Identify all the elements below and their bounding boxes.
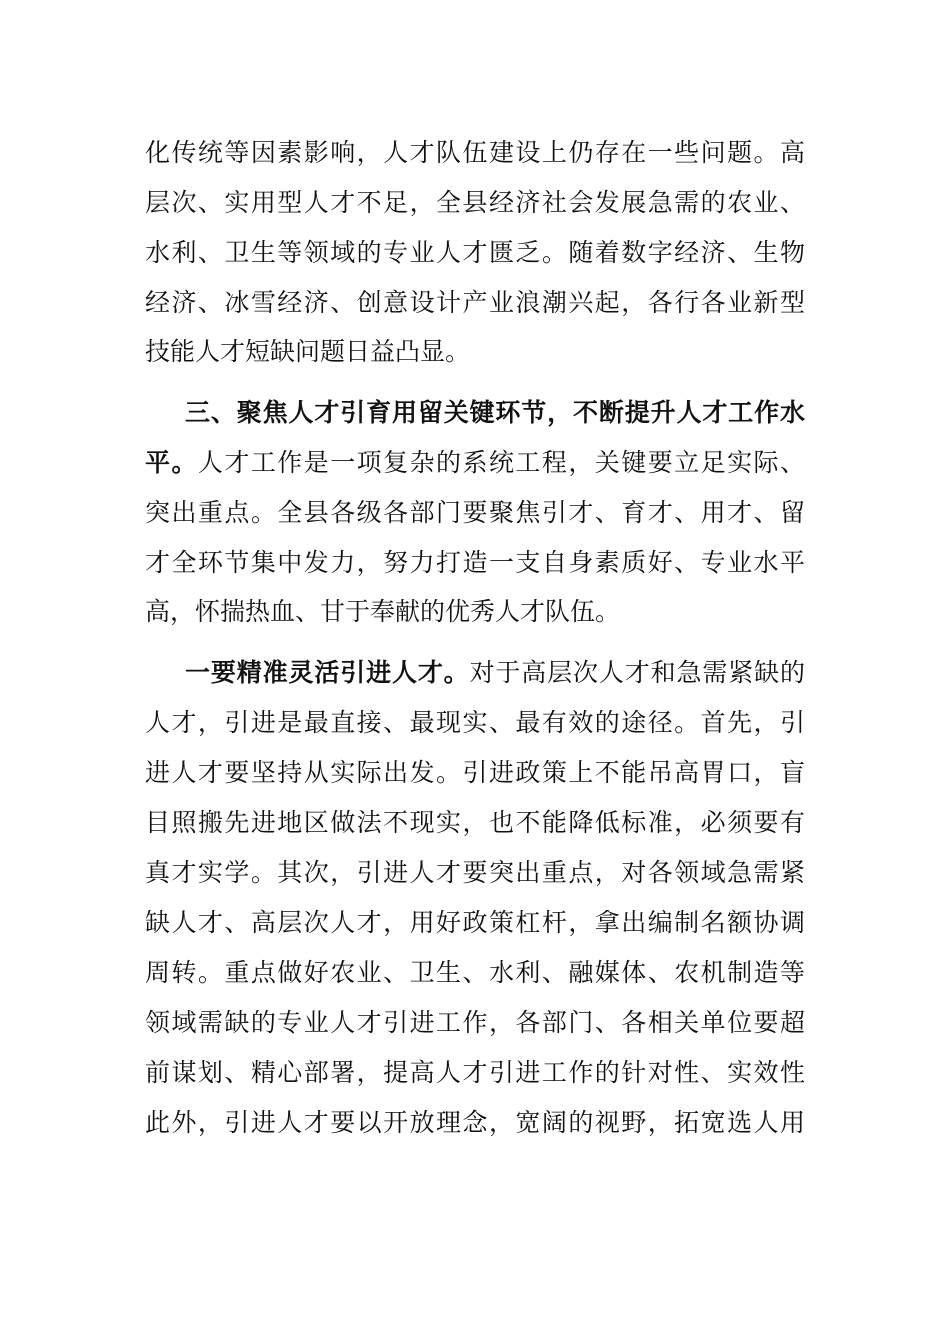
text-line <box>145 1103 805 1143</box>
body-text: 缺人才、高层次人才，用好政策杠杆，拿出编制名额协调 <box>145 908 805 937</box>
text-line <box>145 1053 805 1093</box>
body-text: 突出重点。全县各级各部门要聚焦引才、育才、用才、留 <box>145 498 805 527</box>
text-line <box>145 543 805 583</box>
body-text: 此外，引进人才要以开放理念，宽阔的视野，拓宽选人用 <box>145 1108 805 1137</box>
text-line <box>145 443 805 483</box>
body-text: 人才，引进是最直接、最现实、最有效的途径。首先，引 <box>145 708 805 737</box>
body-text: 层次、实用型人才不足，全县经济社会发展急需的农业、 <box>145 188 805 217</box>
text-line <box>145 133 805 173</box>
section-heading: 三、聚焦人才引育用留关键环节，不断提升人才工作水 <box>185 398 805 427</box>
body-text: 技能人才短缺问题日益凸显。 <box>145 337 471 366</box>
text-line <box>145 283 805 323</box>
text-line <box>145 233 805 273</box>
text-line <box>145 703 805 743</box>
body-text: 经济、冰雪经济、创意设计产业浪潮兴起，各行各业新型 <box>145 288 805 317</box>
text-line <box>145 1003 805 1043</box>
text-line <box>185 653 805 693</box>
section-heading: 平。 <box>145 448 198 477</box>
body-text: 化传统等因素影响，人才队伍建设上仍存在一些问题。高 <box>145 138 805 167</box>
body-text: 领域需缺的专业人才引进工作，各部门、各相关单位要超 <box>145 1008 805 1037</box>
body-text: 水利、卫生等领域的专业人才匮乏。随着数字经济、生物 <box>145 238 805 267</box>
body-text: 真才实学。其次，引进人才要突出重点，对各领域急需紧 <box>145 858 805 887</box>
text-line <box>145 183 805 223</box>
text-line <box>145 493 805 533</box>
text-line <box>145 953 805 993</box>
text-line <box>145 592 805 632</box>
body-text: 周转。重点做好农业、卫生、水利、融媒体、农机制造等 <box>145 958 805 987</box>
body-text: 高，怀揣热血、甘于奉献的优秀人才队伍。 <box>145 597 621 626</box>
section-heading-line <box>185 393 805 433</box>
body-text: 才全环节集中发力，努力打造一支自身素质好、专业水平 <box>145 548 805 577</box>
body-text: 目照搬先进地区做法不现实，也不能降低标准，必须要有 <box>145 808 805 837</box>
text-line <box>145 803 805 843</box>
text-line <box>145 853 805 893</box>
text-line <box>145 753 805 793</box>
body-text: 前谋划、精心部署，提高人才引进工作的针对性、实效性 <box>145 1058 805 1087</box>
sub-heading: 一要精准灵活引进人才。 <box>185 658 470 687</box>
body-text: 进人才要坚持从实际出发。引进政策上不能吊高胃口，盲 <box>145 758 805 787</box>
text-line <box>145 903 805 943</box>
text-line <box>145 332 805 372</box>
body-text: 人才工作是一项复杂的系统工程，关键要立足实际、 <box>197 448 805 477</box>
body-text: 对于高层次人才和急需紧缺的 <box>469 658 805 687</box>
